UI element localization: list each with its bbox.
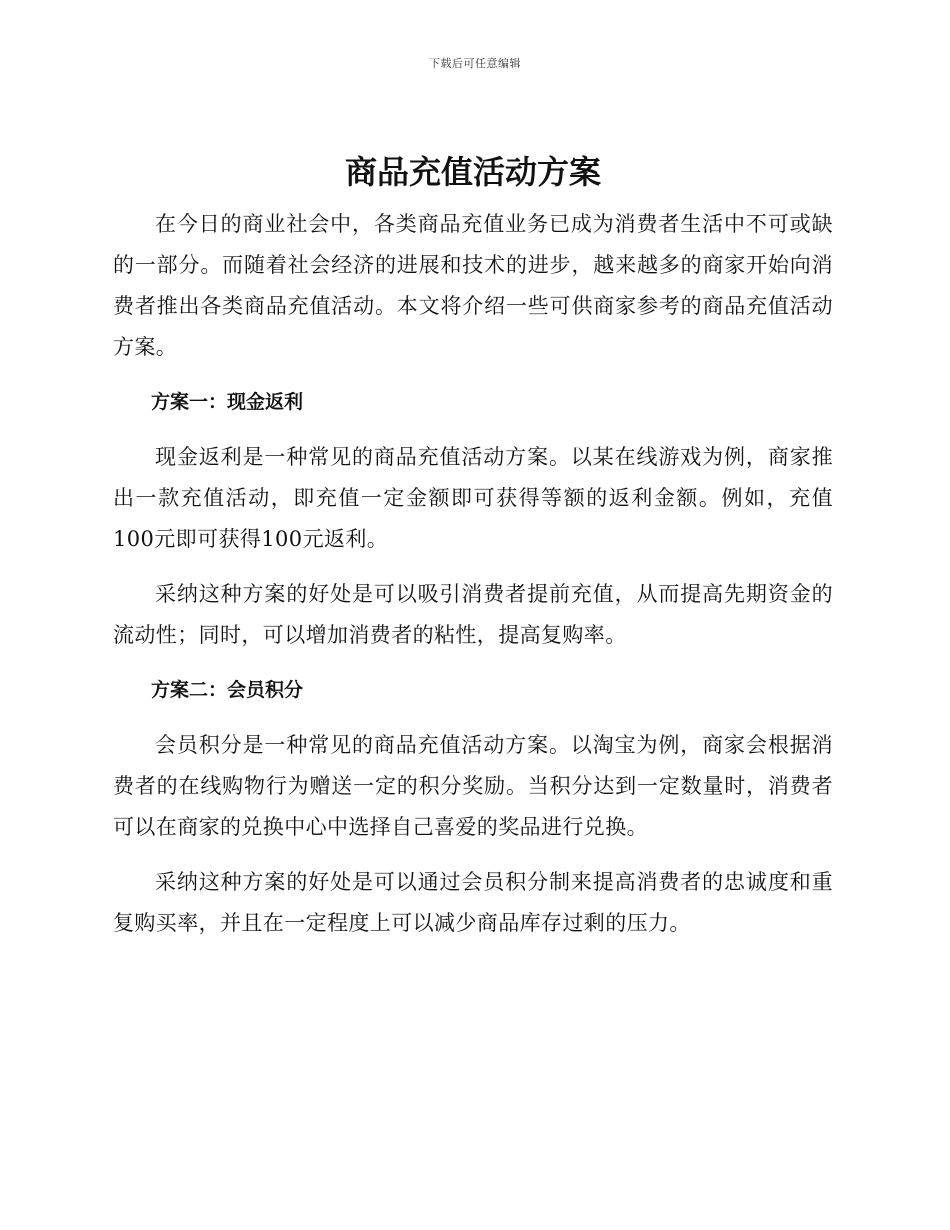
section-paragraph: 现金返利是一种常见的商品充值活动方案。以某在线游戏为例，商家推出一款充值活动，即充值一定金额即可获得等额的返利金额。例如，充值100元即可获得100元返利。	[113, 445, 833, 551]
section-paragraph: 采纳这种方案的好处是可以吸引消费者提前充值，从而提高先期资金的流动性；同时，可以增加消费者的粘性，提高复购率。	[113, 582, 833, 647]
document-title: 商品充值活动方案	[344, 153, 601, 191]
section-heading: 方案一：现金返利	[151, 391, 304, 413]
section-paragraph: 采纳这种方案的好处是可以通过会员积分制来提高消费者的忠诚度和重复购买率，并且在一定程度上可以减少商品库存过剩的压力。	[113, 870, 833, 935]
section-member-points	[113, 670, 833, 944]
section-cash-rebate	[113, 382, 833, 656]
document-body	[113, 150, 833, 958]
header-note: 下载后可任意编辑	[429, 57, 521, 70]
intro-paragraph: 在今日的商业社会中，各类商品充值业务已成为消费者生活中不可或缺的一部分。而随着社会经济的进展和技术的进步，越来越多的商家开始向消费者推出各类商品充值活动。本文将介绍一些可供商家参考的商品充值活动方案。	[113, 212, 833, 359]
section-heading: 方案二：会员积分	[151, 679, 304, 701]
section-paragraph: 会员积分是一种常见的商品充值活动方案。以淘宝为例，商家会根据消费者的在线购物行为赠送一定的积分奖励。当积分达到一定数量时，消费者可以在商家的兑换中心中选择自己喜爱的奖品进行兑换。	[113, 733, 833, 839]
